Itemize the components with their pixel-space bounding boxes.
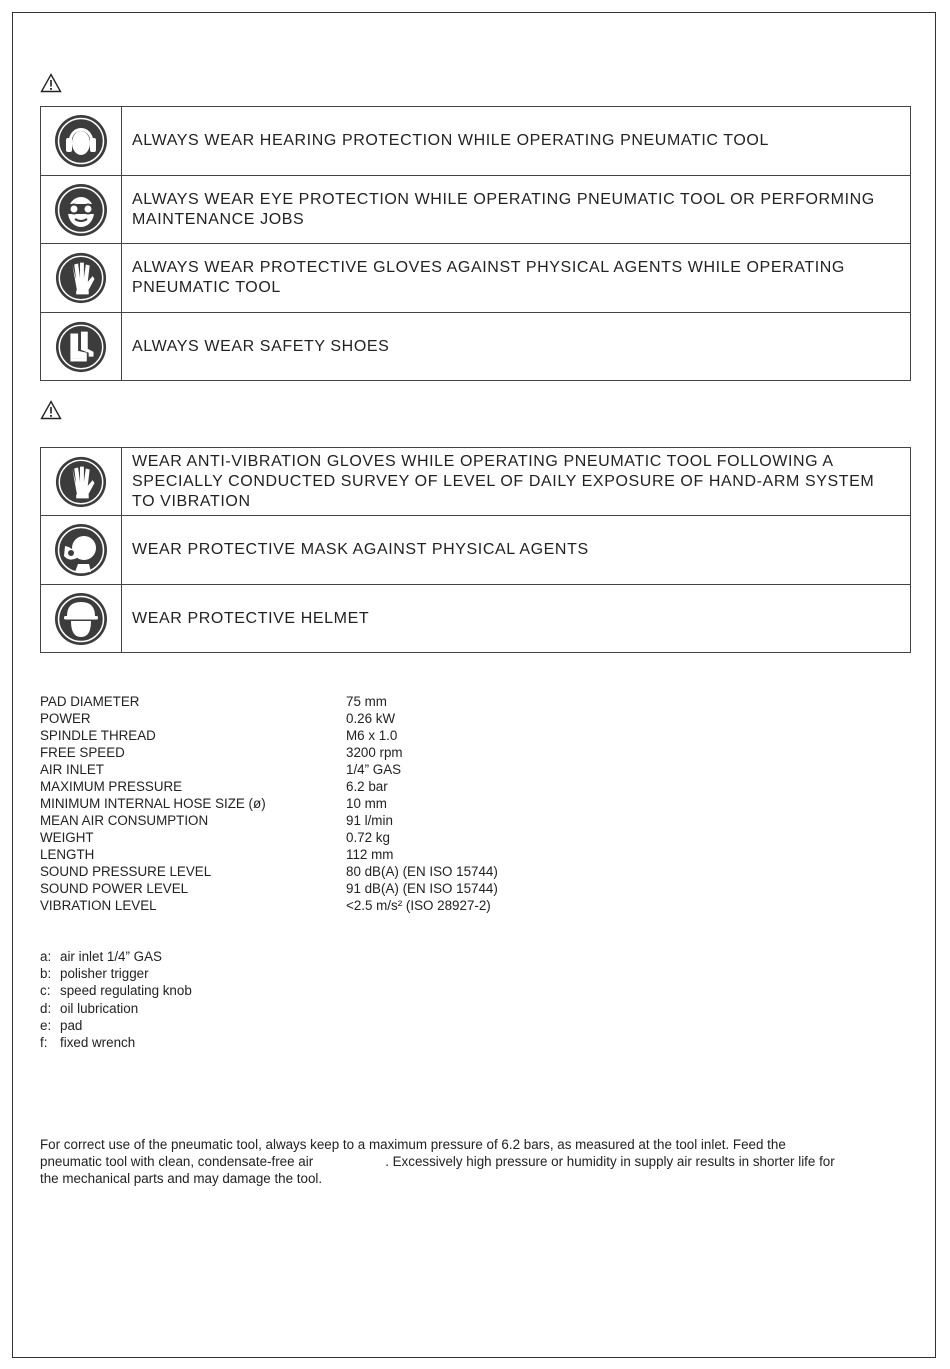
ppe-icon-cell [41,448,122,515]
spec-label: MEAN AIR CONSUMPTION [40,813,209,828]
part-text: pad [60,1017,83,1033]
spec-value: 80 dB(A) (EN ISO 15744) [346,864,498,879]
hearing-protection-icon [53,113,109,169]
spec-row [40,880,498,897]
spec-row [40,710,498,727]
ppe-text: ALWAYS WEAR HEARING PROTECTION WHILE OPERATING PNEUMATIC TOOL [132,132,769,149]
spec-value: 6.2 bar [346,779,388,794]
spec-row [40,795,498,812]
spec-value: 91 dB(A) (EN ISO 15744) [346,881,498,896]
warning-triangle-icon [40,400,62,420]
part-letter: a: [40,949,52,964]
spec-value: 10 mm [346,796,387,811]
paragraph-text: . Excessively high pressure or humidity in supply air results in shorter life for [385,1154,835,1169]
spec-row [40,897,498,914]
spec-label: PAD DIAMETER [40,694,140,709]
part-item [40,1017,192,1034]
spec-row [40,693,498,710]
ppe-row [41,243,910,312]
ppe-text: ALWAYS WEAR EYE PROTECTION WHILE OPERATING PNEUMATIC TOOL OR PERFORMING MAINTENANCE JOBS [132,190,875,228]
spec-label: SPINDLE THREAD [40,728,156,743]
spec-label: LENGTH [40,847,95,862]
spec-label: SOUND POWER LEVEL [40,881,189,896]
spec-value: 75 mm [346,694,387,709]
paragraph-text: pneumatic tool with clean, condensate-free air [40,1154,314,1169]
part-letter: e: [40,1017,52,1033]
protective-mask-icon [53,522,109,578]
ppe-icon-cell [41,516,122,584]
protective-helmet-icon [53,591,109,647]
part-item [40,1034,192,1051]
paragraph-line [40,1153,910,1170]
spec-label: VIBRATION LEVEL [40,898,157,913]
part-item [40,1000,192,1017]
ppe-icon-cell [41,313,122,380]
part-letter: d: [40,1000,52,1016]
spec-label: AIR INLET [40,762,104,777]
part-item [40,965,192,982]
part-letter: b: [40,966,52,982]
spec-row [40,744,498,761]
spec-value: 3200 rpm [346,745,403,760]
spec-label: MAXIMUM PRESSURE [40,779,183,794]
ppe-text: WEAR PROTECTIVE HELMET [132,609,370,627]
spec-row [40,863,498,880]
ppe-text: ALWAYS WEAR SAFETY SHOES [132,337,390,355]
paragraph-line: the mechanical parts and may damage the tool. [40,1171,323,1186]
ppe-icon-cell [41,107,122,175]
spec-row [40,829,498,846]
spec-label: POWER [40,711,91,726]
ppe-text: ALWAYS WEAR PROTECTIVE GLOVES AGAINST PHYSICAL AGENTS WHILE OPERATING PNEUMATIC TOOL [132,259,845,296]
spec-row [40,761,498,778]
spec-value: 1/4” GAS [346,762,402,777]
ppe-icon-cell [41,585,122,652]
anti-vibration-gloves-icon [54,455,108,509]
spec-value: <2.5 m/s² (ISO 28927-2) [346,898,491,913]
ppe-row [41,175,910,243]
ppe-row [41,448,910,515]
ppe-row [41,584,910,652]
recommended-ppe-table [40,447,911,653]
protective-gloves-icon [54,251,108,305]
eye-protection-icon [53,182,109,238]
spec-label: FREE SPEED [40,745,125,760]
spec-row [40,846,498,863]
part-letter: c: [40,983,51,999]
mandatory-ppe-table [40,106,911,381]
safety-shoes-icon [54,320,108,374]
part-text: oil lubrication [60,1000,139,1016]
spec-value: 0.26 kW [346,711,396,726]
ppe-row [41,312,910,380]
part-item [40,948,192,965]
parts-list [40,948,192,1051]
part-letter: f: [40,1035,48,1051]
part-text: fixed wrench [60,1035,136,1051]
ppe-icon-cell [41,176,122,243]
spec-row [40,727,498,744]
spec-value: 91 l/min [346,813,393,828]
spec-label: SOUND PRESSURE LEVEL [40,864,212,879]
spec-row [40,812,498,829]
spec-value: M6 x 1.0 [346,728,398,743]
spec-value: 112 mm [346,847,394,862]
warning-triangle-icon [40,73,62,93]
usage-paragraph [40,1136,910,1187]
ppe-text: WEAR ANTI-VIBRATION GLOVES WHILE OPERATING PNEUMATIC TOOL FOLLOWING A SPECIALLY CONDUCTED SURVEY OF LEVEL OF DAILY EXPOSURE OF HAND-ARM SYSTEM TO VIBRATION [132,452,875,510]
spec-label: MINIMUM INTERNAL HOSE SIZE (ø) [40,796,266,811]
ppe-text: WEAR PROTECTIVE MASK AGAINST PHYSICAL AGENTS [132,541,589,558]
paragraph-line: For correct use of the pneumatic tool, always keep to a maximum pressure of 6.2 bars, as measured at the tool inlet. Feed the [40,1137,786,1152]
spec-list [40,693,498,914]
part-text: polisher trigger [60,966,149,982]
spec-row [40,778,498,795]
ppe-row [41,107,910,175]
part-item [40,982,192,999]
spec-value: 0.72 kg [346,830,390,845]
ppe-icon-cell [41,244,122,312]
part-text: speed regulating knob [60,983,192,999]
spec-label: WEIGHT [40,830,94,845]
ppe-row [41,515,910,584]
part-text: air inlet 1/4” GAS [60,949,162,964]
